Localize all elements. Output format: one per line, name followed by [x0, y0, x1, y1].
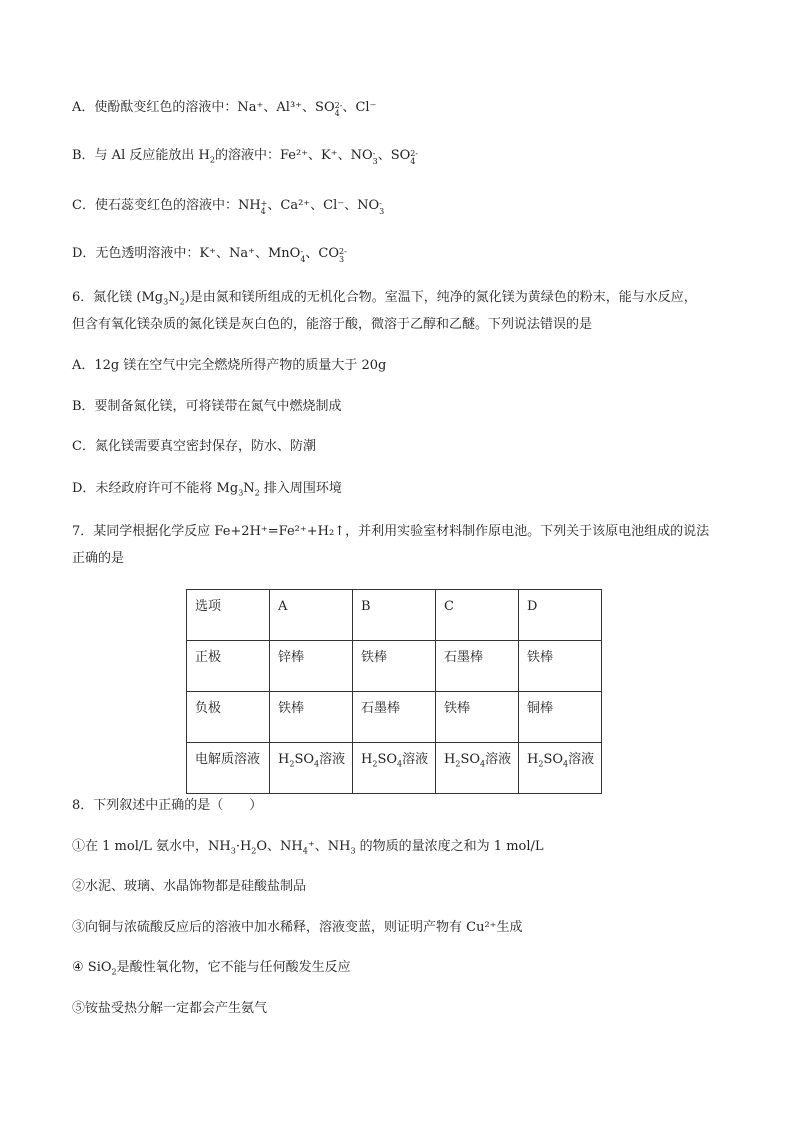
- q5-option-a: A．使酚酞变红色的溶液中：Na⁺、Al³⁺、SO 2- 4 、Cl⁻: [72, 100, 377, 118]
- q8-statement-5: ⑤铵盐受热分解一定都会产生氨气: [72, 1001, 268, 1016]
- q7-options-table: [186, 589, 602, 794]
- q6-stem-line1: 6．氮化镁 $(Mg_3N_2)$是由氮和镁所组成的无机化合物。室温下，纯净的氮化镁为黄绿色的粉末，能与水反应，: [72, 290, 697, 307]
- q5-option-d: D．无色透明溶液中：K⁺、Na⁺、MnO - 4 、CO 2- 3: [72, 246, 347, 264]
- table-cell: $H_2SO_4$溶液: [270, 743, 353, 794]
- table-row: [187, 743, 602, 794]
- table-cell: $H_2SO_4$溶液: [519, 743, 602, 794]
- table-header-row: [187, 590, 602, 641]
- table-row: [187, 692, 602, 743]
- table-cell: 选项: [187, 590, 270, 641]
- table-cell: D: [519, 590, 602, 641]
- table-cell: 铁棒: [353, 641, 436, 692]
- table-cell: 铁棒: [519, 641, 602, 692]
- table-cell: 正极: [187, 641, 270, 692]
- table-cell: A: [270, 590, 353, 641]
- q6-option-a: A．12g 镁在空气中完全燃烧所得产物的质量大于 20g: [72, 358, 387, 373]
- q8-statement-2: ②水泥、玻璃、水晶饰物都是硅酸盐制品: [72, 879, 307, 894]
- table-cell: 负极: [187, 692, 270, 743]
- table-cell: 石墨棒: [353, 692, 436, 743]
- table-cell: 石墨棒: [436, 641, 519, 692]
- q8-stem: 8．下列叙述中正确的是（ ）: [72, 798, 263, 813]
- table-cell: B: [353, 590, 436, 641]
- q7-stem-line2: 正确的是: [72, 551, 125, 566]
- q6-stem-line2: 但含有氧化镁杂质的氮化镁是灰白色的，能溶于酸，微溶于乙醇和乙醚。下列说法错误的是: [72, 317, 593, 332]
- q5-option-c: C．使石蕊变红色的溶液中：NH + 4 、Ca²⁺、Cl⁻、NO - 3: [72, 198, 385, 216]
- q8-statement-1: ①在 1 mol/L 氨水中，$NH_3\cdot H_2O$、$NH_4^+$、$NH_3$ 的物质的量浓度之和为 1 mol/L: [72, 839, 544, 856]
- table-cell: 电解质溶液: [187, 743, 270, 794]
- q6-option-c: C．氮化镁需要真空密封保存，防水、防潮: [72, 439, 316, 454]
- q5-option-b: B．与 Al 反应能放出 $H_2$的溶液中：Fe²⁺、K⁺、NO - 3 、SO 2- 4: [72, 148, 419, 166]
- table-cell: C: [436, 590, 519, 641]
- table-cell: 铁棒: [436, 692, 519, 743]
- table-cell: $H_2SO_4$溶液: [353, 743, 436, 794]
- table-cell: 铁棒: [270, 692, 353, 743]
- table-cell: 铜棒: [519, 692, 602, 743]
- q6-option-d: D．未经政府许可不能将 $Mg_3N_2$ 排入周围环境: [72, 481, 342, 498]
- q8-statement-3: ③向铜与浓硫酸反应后的溶液中加水稀释，溶液变蓝，则证明产物有 Cu²⁺生成: [72, 920, 523, 935]
- table-cell: 锌棒: [270, 641, 353, 692]
- table-row: [187, 641, 602, 692]
- table-cell: $H_2SO_4$溶液: [436, 743, 519, 794]
- q6-option-b: B．要制备氮化镁，可将镁带在氮气中燃烧制成: [72, 399, 342, 414]
- q8-statement-4: ④ SiO$_2$是酸性氧化物，它不能与任何酸发生反应: [72, 960, 351, 977]
- q7-stem-line1: 7．某同学根据化学反应 Fe+2H⁺=Fe²⁺+H₂↑，并利用实验室材料制作原电池。下列关于该原电池组成的说法: [72, 524, 710, 539]
